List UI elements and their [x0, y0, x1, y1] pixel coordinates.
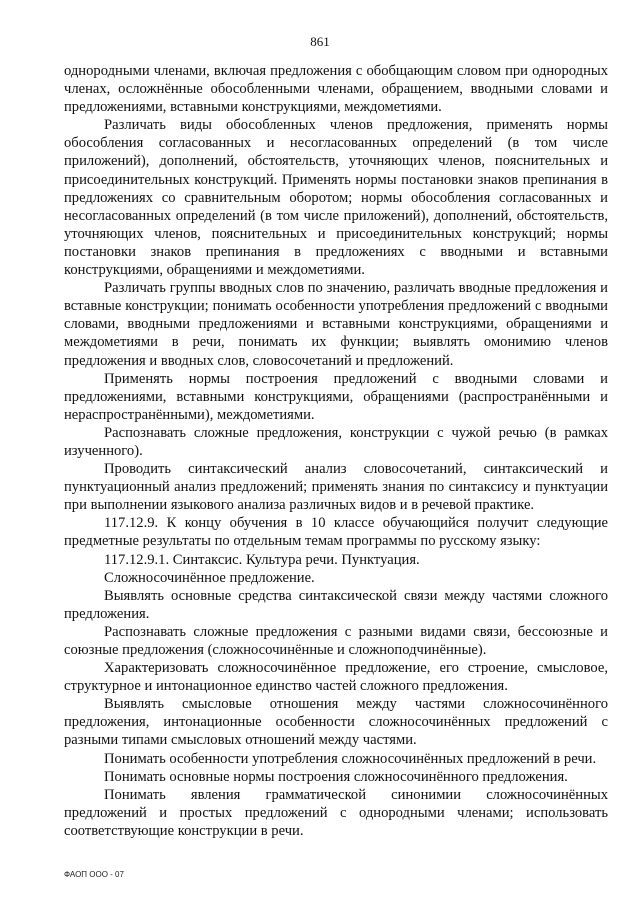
paragraph: Понимать особенности употребления сложносочинённых предложений в речи.	[104, 750, 597, 767]
document-footer: ФАОП ООО - 07	[64, 870, 124, 879]
paragraph: Понимать основные нормы построения сложносочинённого предложения.	[104, 768, 568, 785]
paragraph: Различать виды обособленных членов предложения, применять нормы обособления согласованных и несогласованных определений (в том числе приложений), дополнений, обстоятельств, уточняющих членов, пояснительных и присоединительных конструкций. Применять нормы постановки знаков препинания в предложениях со сравнительным оборотом; нормы обособления согласованных и несогласованных определений (в том числе приложений), дополнений, обстоятельств, уточняющих членов, пояснительных и присоединительных конструкций; нормы постановки знаков препинания в предложениях с вводными и вставными конструкциями, обращениями и междометиями.	[64, 117, 608, 279]
paragraph: Понимать явления грамматической синонимии сложносочинённых предложений и простых предложений с однородными членами; использовать соответствующие конструкции в речи.	[64, 786, 608, 839]
page-number: 861	[310, 34, 330, 49]
subsection-heading: Сложносочинённое предложение.	[104, 569, 315, 586]
paragraph: Проводить синтаксический анализ словосочетаний, синтаксический и пунктуационный анализ предложений; применять знания по синтаксису и пунктуации при выполнении языкового анализа различных видов и в речевой практике.	[64, 461, 608, 514]
paragraph: Применять нормы построения предложений с вводными словами и предложениями, вставными конструкциями, обращениями (распространёнными и нераспространёнными), междометиями.	[64, 370, 608, 423]
paragraph: Выявлять смысловые отношения между частями сложносочинённого предложения, интонационные особенности сложносочинённых предложений с разными типами смысловых отношений между частями.	[64, 696, 608, 749]
paragraph: Характеризовать сложносочинённое предложение, его строение, смысловое, структурное и интонационное единство частей сложного предложения.	[64, 660, 608, 695]
paragraph: Распознавать сложные предложения, конструкции с чужой речью (в рамках изученного).	[64, 424, 608, 459]
paragraph: 117.12.9. К концу обучения в 10 классе обучающийся получит следующие предметные результаты по отдельным темам программы по русскому языку:	[64, 515, 608, 550]
paragraph: Распознавать сложные предложения с разными видами связи, бессоюзные и союзные предложения (сложносочинённые и сложноподчинённые).	[64, 623, 608, 658]
document-body	[64, 62, 608, 840]
paragraph: однородными членами, включая предложения с обобщающим словом при однородных членах, осложнённые обособленными членами, обращением, вводными словами и предложениями, вставными конструкциями, междометиями.	[64, 63, 608, 116]
paragraph: Различать группы вводных слов по значению, различать вводные предложения и вставные конструкции; понимать особенности употребления предложений с вводными словами, вводными предложениями и вставными конструкциями, обращениями и междометиями в речи, понимать их функции; выявлять омонимию членов предложения и вводных слов, словосочетаний и предложений.	[64, 280, 608, 369]
section-heading: 117.12.9.1. Синтаксис. Культура речи. Пунктуация.	[104, 551, 420, 568]
paragraph: Выявлять основные средства синтаксической связи между частями сложного предложения.	[64, 587, 608, 622]
